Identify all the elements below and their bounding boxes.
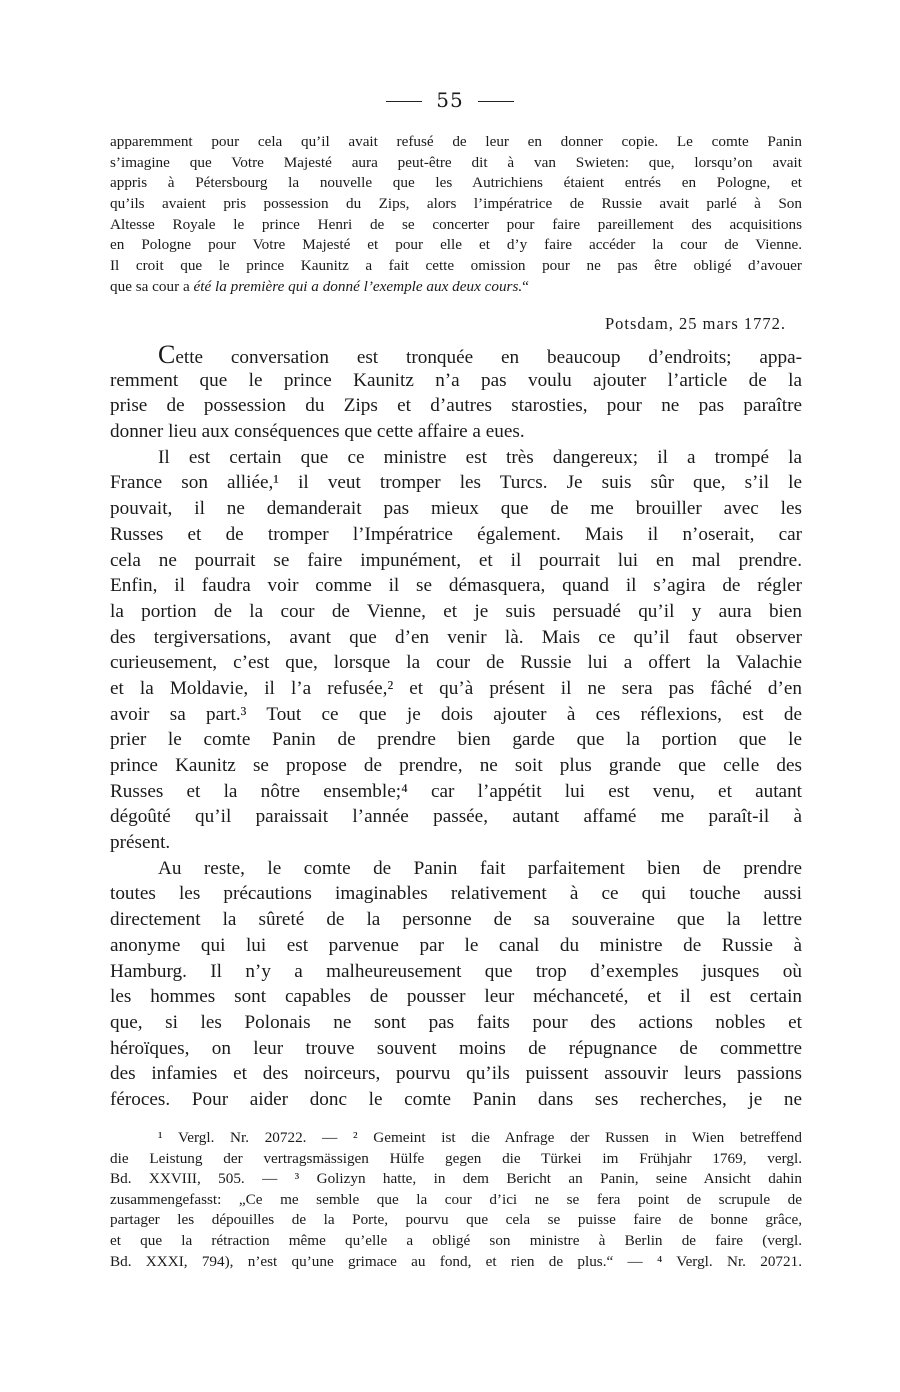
footnote-line: ¹ Vergl. Nr. 20722. — ² Gemeint ist die Anfrage der Russen in Wien betreffend — [158, 1129, 802, 1146]
body-line: héroïques, on leur trouve souvent moins de répugnance de commettre — [110, 1037, 802, 1059]
footnote-line: et que la rétraction même qu’elle a obligé son ministre à Berlin de faire (vergl. — [110, 1231, 802, 1249]
footnotes — [110, 1128, 802, 1272]
body-line: anonyme qui lui est parvenue par le canal du ministre de Russie à — [110, 934, 802, 956]
page-number-dash-left — [386, 101, 422, 102]
body-line: avoir sa part.³ Tout ce que je dois ajouter à ces réflexions, est de — [110, 703, 802, 725]
body-line: remment que le prince Kaunitz n’a pas voulu ajouter l’article de la — [110, 369, 802, 391]
quote-last-line — [110, 277, 802, 298]
body-line: Russes et de tromper l’Impératrice également. Mais il n’oserait, car — [110, 523, 802, 545]
body-line: France son alliée,¹ il veut tromper les Turcs. Je suis sûr que, s’il le — [110, 472, 802, 494]
quote-line: appris à Pétersbourg la nouvelle que les Autrichiens étaient entrés en Pologne, et — [110, 174, 802, 192]
body-line: prise de possession du Zips et d’autres starosties, pour ne pas paraître — [110, 395, 802, 417]
body-line: féroces. Pour aider donc le comte Panin dans ses recherches, je ne — [110, 1088, 802, 1110]
quote-line: Altesse Royale le prince Henri de se concerter pour faire pareillement des acquisitions — [110, 215, 802, 233]
body-line: curieusement, c’est que, lorsque la cour de Russie lui a offert la Valachie — [110, 652, 802, 674]
body-line: la portion de la cour de Vienne, et je suis persuadé qu’il y aura bien — [110, 600, 802, 622]
body-line: toutes les précautions imaginables relativement à ce qui touche aussi — [110, 883, 802, 905]
body-line: Il est certain que ce ministre est très dangereux; il a trompé la — [158, 446, 802, 468]
body-line: présent. — [110, 832, 171, 854]
footnote-line: partager les dépouilles de la Porte, pourvu que cela se puisse faire de bonne grâce, — [110, 1211, 802, 1229]
letter-body — [110, 342, 802, 1113]
body-line: dégoûté qu’il paraissait l’année passée, autant affamé me paraît-il à — [110, 806, 802, 828]
quote-line: Il croit que le prince Kaunitz a fait cette omission pour ne pas être obligé d’avouer — [110, 257, 802, 275]
quoted-report — [110, 132, 802, 298]
quote-last-roman: que sa cour a — [110, 277, 194, 295]
body-line: pouvait, il ne demanderait pas mieux que de me brouiller avec les — [110, 498, 802, 520]
body-line: des tergiversations, avant que d’en venir là. Mais ce qu’il faut observer — [110, 626, 802, 648]
body-line: Cette conversation est tronquée en beaucoup d’endroits; appa- — [158, 340, 802, 369]
body-line: les hommes sont capables de pousser leur méchanceté, et il est certain — [110, 986, 802, 1008]
footnote-line: Bd. XXVIII, 505. — ³ Golizyn hatte, in dem Bericht an Panin, seine Ansicht dahin — [110, 1170, 802, 1188]
footnote-line: Bd. XXXI, 794), n’est qu’une grimace au fond, et rien de plus.“ — ⁴ Vergl. Nr. 20721. — [110, 1252, 802, 1270]
page-number-dash-right — [478, 101, 514, 102]
body-line: prier le comte Panin de prendre bien garde que la portion que le — [110, 729, 802, 751]
body-line: cela ne pourrait se faire impunément, et il pourrait lui en mal prendre. — [110, 549, 802, 571]
quote-close-mark: “ — [522, 277, 529, 295]
footnote-line: zusammengefasst: „Ce me semble que la cour d’ici ne se fera point de scrupule de — [110, 1190, 802, 1208]
body-line: prince Kaunitz se propose de prendre, ne soit plus grande que celle des — [110, 755, 802, 776]
body-line: et la Moldavie, il l’a refusée,² et qu’à présent il ne sera pas fâché d’en — [110, 677, 802, 699]
place-date: Potsdam, 25 mars 1772. — [604, 314, 786, 333]
quote-line: apparemment pour cela qu’il avait refusé de leur en donner copie. Le comte Panin — [110, 133, 802, 150]
quote-line: s’imagine que Votre Majesté aura peut-être dit à van Swieten: que, lorsqu’on avait — [110, 153, 802, 171]
footnote-line: die Leistung der vertragsmässigen Hülfe gegen die Türkei im Frühjahr 1769, vergl. — [110, 1149, 802, 1167]
body-line: donner lieu aux conséquences que cette affaire a eues. — [110, 421, 525, 443]
body-line: que, si les Polonais ne sont pas faits pour des actions nobles et — [110, 1011, 802, 1033]
body-line: Enfin, il faudra voir comme il se démasquera, quand il s’agira de régler — [110, 575, 802, 597]
body-line: directement la sûreté de la personne de sa souveraine que la lettre — [110, 909, 802, 931]
body-line: Au reste, le comte de Panin fait parfaitement bien de prendre — [158, 857, 802, 879]
page-number-value: 55 — [436, 88, 464, 112]
quote-last-italic: été la première qui a donné l’exemple aux deux cours. — [193, 277, 523, 295]
page-number — [0, 88, 900, 112]
body-line: Hamburg. Il n’y a malheureusement que trop d’exemples jusques où — [110, 960, 802, 982]
quote-line: qu’ils avaient pris possession du Zips, alors l’impératrice de Russie avait parlé à Son — [110, 195, 802, 213]
quote-line: en Pologne pour Votre Majesté et pour elle et d’y faire accéder la cour de Vienne. — [110, 236, 802, 254]
body-line: Russes et la nôtre ensemble;⁴ car l’appétit lui est venu, et autant — [110, 780, 802, 802]
body-line: des infamies et des noirceurs, pourvu qu’ils puissent assouvir leurs passions — [110, 1063, 802, 1085]
